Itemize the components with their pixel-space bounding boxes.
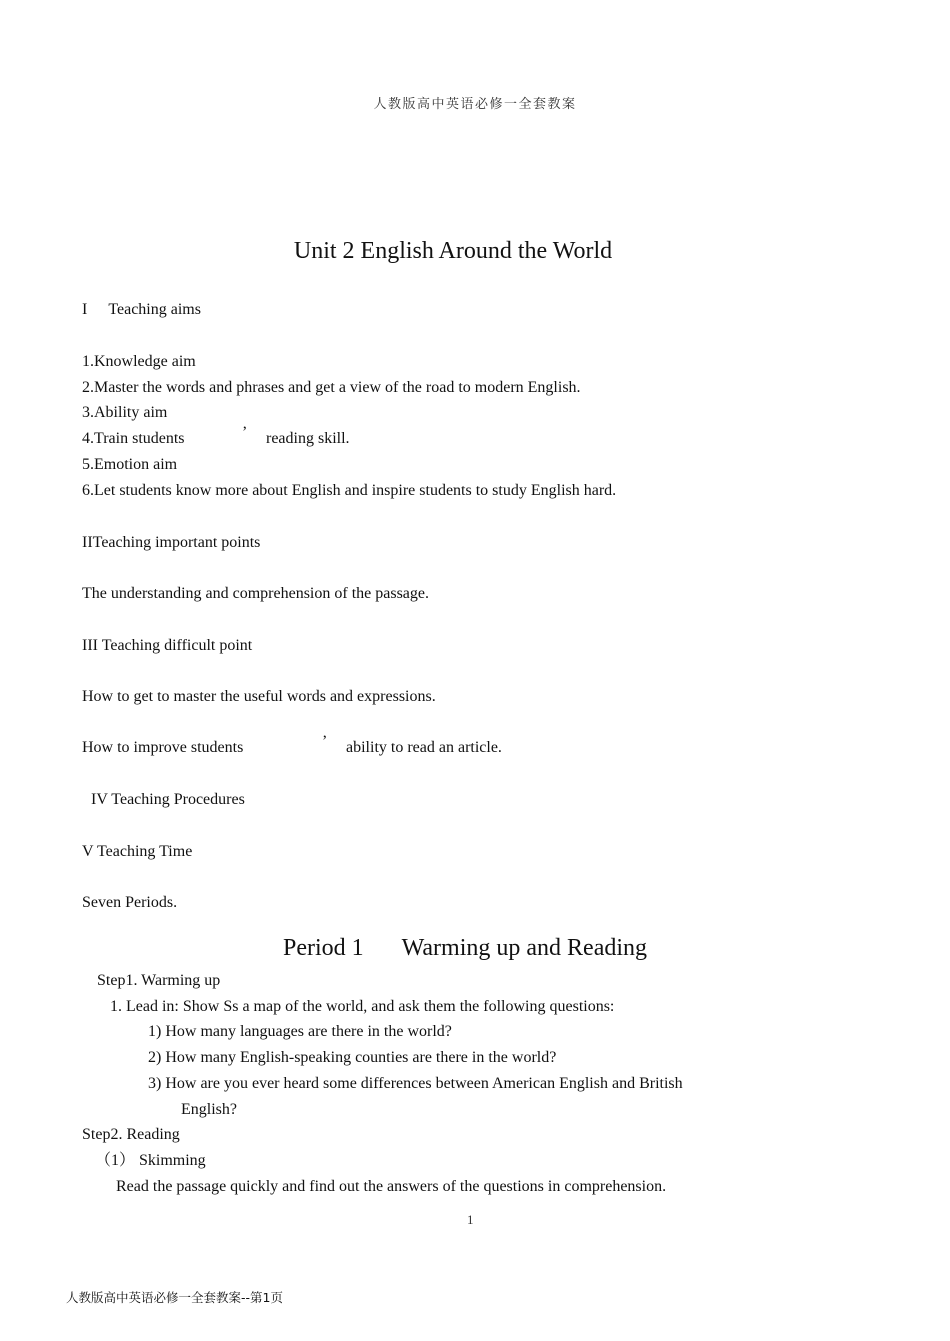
aim-item-5: 5.Emotion aim xyxy=(82,456,178,473)
section-3-text-1: How to get to master the useful words and expressions. xyxy=(82,688,436,705)
section-3-text-2-apos: ’ xyxy=(322,733,328,750)
section-1-heading xyxy=(82,300,201,320)
step-2-text: Read the passage quickly and find out the answers of the questions in comprehension. xyxy=(116,1178,667,1195)
section-1-roman: I xyxy=(82,301,88,318)
aim-item-3: 3.Ability aim xyxy=(82,404,168,421)
period-name: Warming up and Reading xyxy=(401,935,648,961)
step-1-heading: Step1. Warming up xyxy=(97,972,221,989)
step-2-subheading: （1） Skimming xyxy=(95,1152,206,1169)
page-footer: 人教版高中英语必修一全套教案--第1页 xyxy=(66,1290,283,1305)
page-header: 人教版高中英语必修一全套教案 xyxy=(373,97,577,112)
section-3-heading: III Teaching difficult point xyxy=(82,637,253,654)
step-1-question-1: 1) How many languages are there in the world? xyxy=(148,1023,452,1040)
step-2-heading: Step2. Reading xyxy=(82,1126,180,1143)
step-1-lead-in: 1. Lead in: Show Ss a map of the world, and ask them the following questions: xyxy=(110,998,615,1015)
aim-item-4-apos: ’ xyxy=(242,424,248,441)
section-3-text-2-post: ability to read an article. xyxy=(346,739,502,756)
section-1-heading-text: Teaching aims xyxy=(108,301,201,318)
step-1-question-3-cont: English? xyxy=(181,1101,237,1118)
aim-item-2: 2.Master the words and phrases and get a view of the road to modern English. xyxy=(82,379,581,396)
section-3-text-2 xyxy=(82,733,502,758)
aim-item-6: 6.Let students know more about English and inspire students to study English hard. xyxy=(82,482,617,499)
period-title xyxy=(283,933,647,963)
section-4-heading: IV Teaching Procedures xyxy=(91,791,245,808)
section-2-heading: IITeaching important points xyxy=(82,534,261,551)
section-2-text: The understanding and comprehension of the passage. xyxy=(82,585,430,602)
aim-item-4-post: reading skill. xyxy=(266,430,350,447)
aim-item-4-pre: 4.Train students xyxy=(82,430,185,447)
page-number: 1 xyxy=(467,1212,474,1227)
step-1-question-2: 2) How many English-speaking counties are there in the world? xyxy=(148,1049,557,1066)
section-5-text: Seven Periods. xyxy=(82,894,178,911)
section-5-heading: V Teaching Time xyxy=(82,843,193,860)
aim-item-1: 1.Knowledge aim xyxy=(82,353,196,370)
period-label: Period 1 xyxy=(283,935,364,961)
aim-item-4 xyxy=(82,424,350,449)
section-3-text-2-pre: How to improve students xyxy=(82,739,244,756)
document-title: Unit 2 English Around the World xyxy=(293,238,613,264)
step-1-question-3: 3) How are you ever heard some differences between American English and British xyxy=(148,1075,683,1092)
